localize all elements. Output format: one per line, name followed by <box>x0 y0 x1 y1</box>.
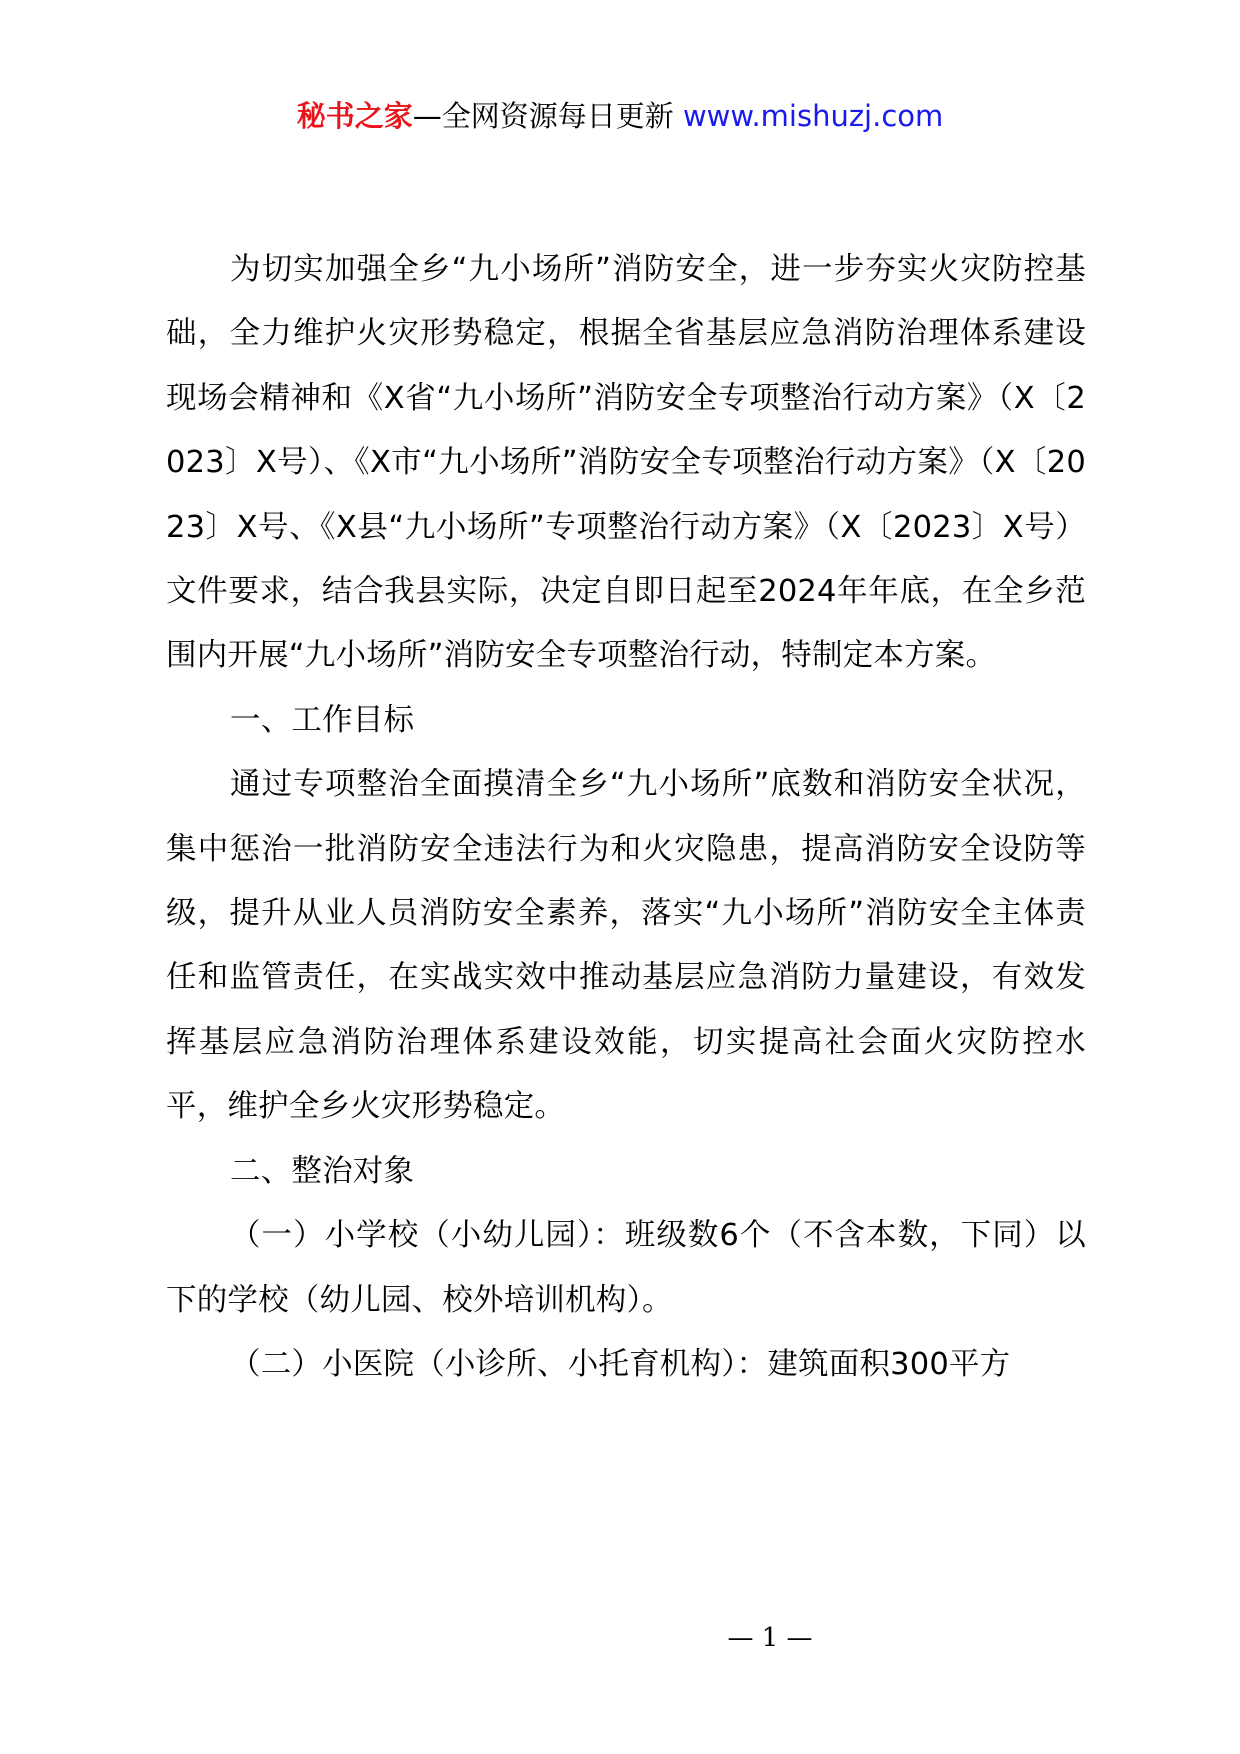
intro-paragraph: 为切实加强全乡“九小场所”消防安全，进一步夯实火灾防控基础，全力维护火灾形势稳定，根据全省基层应急消防治理体系建设现场会精神和《X省“九小场所”消防安全专项整治行动方案》（X〔2023〕X号）、《X市“九小场所”消防安全专项整治行动方案》（X〔2023〕X号、《X县“九小场所”专项整治行动方案》（X〔2023〕X号）文件要求，结合我县实际，决定自即日起至2024年年底，在全乡范围内开展“九小场所”消防安全专项整治行动，特制定本方案。 <box>166 252 1086 674</box>
page-number: — 1 — <box>727 1623 813 1653</box>
section-heading-goals: 一、工作目标 <box>230 702 415 738</box>
site-banner <box>0 98 1240 134</box>
document-body <box>166 238 1086 1397</box>
target-item-hospitals: （二）小医院（小诊所、小托育机构）：建筑面积300平方 <box>230 1346 1011 1382</box>
banner-slogan: —全网资源每日更新 <box>412 99 683 133</box>
target-item-schools: （一）小学校（小幼儿园）：班级数6个（不含本数，下同）以下的学校（幼儿园、校外培训机构）。 <box>166 1218 1086 1318</box>
site-url-link[interactable]: www.mishuzj.com <box>682 99 944 133</box>
section-heading-targets: 二、整治对象 <box>230 1153 415 1189</box>
brand-name: 秘书之家 <box>296 99 413 133</box>
goals-paragraph: 通过专项整治全面摸清全乡“九小场所”底数和消防安全状况，集中惩治一批消防安全违法行为和火灾隐患，提高消防安全设防等级，提升从业人员消防安全素养，落实“九小场所”消防安全主体责任和监管责任，在实战实效中推动基层应急消防力量建设，有效发挥基层应急消防治理体系建设效能，切实提高社会面火灾防控水平，维护全乡火灾形势稳定。 <box>166 767 1086 1125</box>
